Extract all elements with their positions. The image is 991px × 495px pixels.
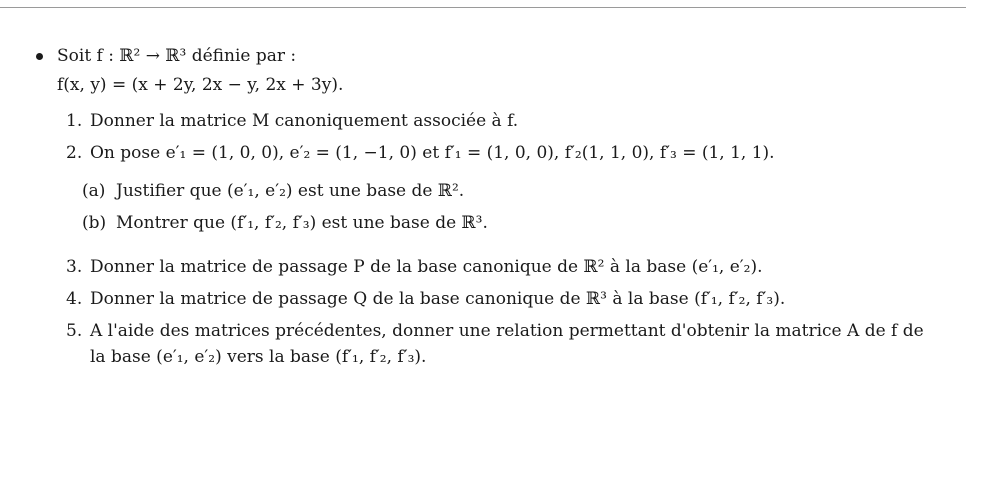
item-number-5: 5.: [66, 321, 83, 341]
item-text-4: Donner la matrice de passage Q de la base canonique de ℝ³ à la base (f′₁, f′₂, f′₃).: [90, 289, 786, 309]
item-text-3: Donner la matrice de passage P de la base canonique de ℝ² à la base (e′₁, e′₂).: [90, 257, 763, 277]
subitem-text-b: Montrer que (f′₁, f′₂, f′₃) est une base de ℝ³.: [116, 213, 488, 233]
intro-line-2: f(x, y) = (x + 2y, 2x − y, 2x + 3y).: [57, 75, 344, 95]
subitem-label-b: (b): [82, 213, 107, 233]
item-text-5: A l'aide des matrices précédentes, donner une relation permettant d'obtenir la matrice A de f de: [90, 321, 924, 341]
subitem-text-a: Justifier que (e′₁, e′₂) est une base de ℝ².: [116, 181, 465, 201]
intro-line-1: Soit f : ℝ² → ℝ³ définie par :: [57, 46, 297, 66]
item-number-2: 2.: [66, 143, 83, 163]
subitem-label-a: (a): [82, 181, 106, 201]
bullet-point: [36, 53, 43, 60]
item-number-1: 1.: [66, 111, 83, 131]
item-text-5-continued: la base (e′₁, e′₂) vers la base (f′₁, f′₂, f′₃).: [90, 347, 427, 367]
item-text-2: On pose e′₁ = (1, 0, 0), e′₂ = (1, −1, 0) et f′₁ = (1, 0, 0), f′₂(1, 1, 0), f′₃ = (1, 1, 1).: [90, 143, 775, 163]
item-number-4: 4.: [66, 289, 83, 309]
item-text-1: Donner la matrice M canoniquement associée à f.: [90, 111, 519, 131]
item-number-3: 3.: [66, 257, 83, 277]
